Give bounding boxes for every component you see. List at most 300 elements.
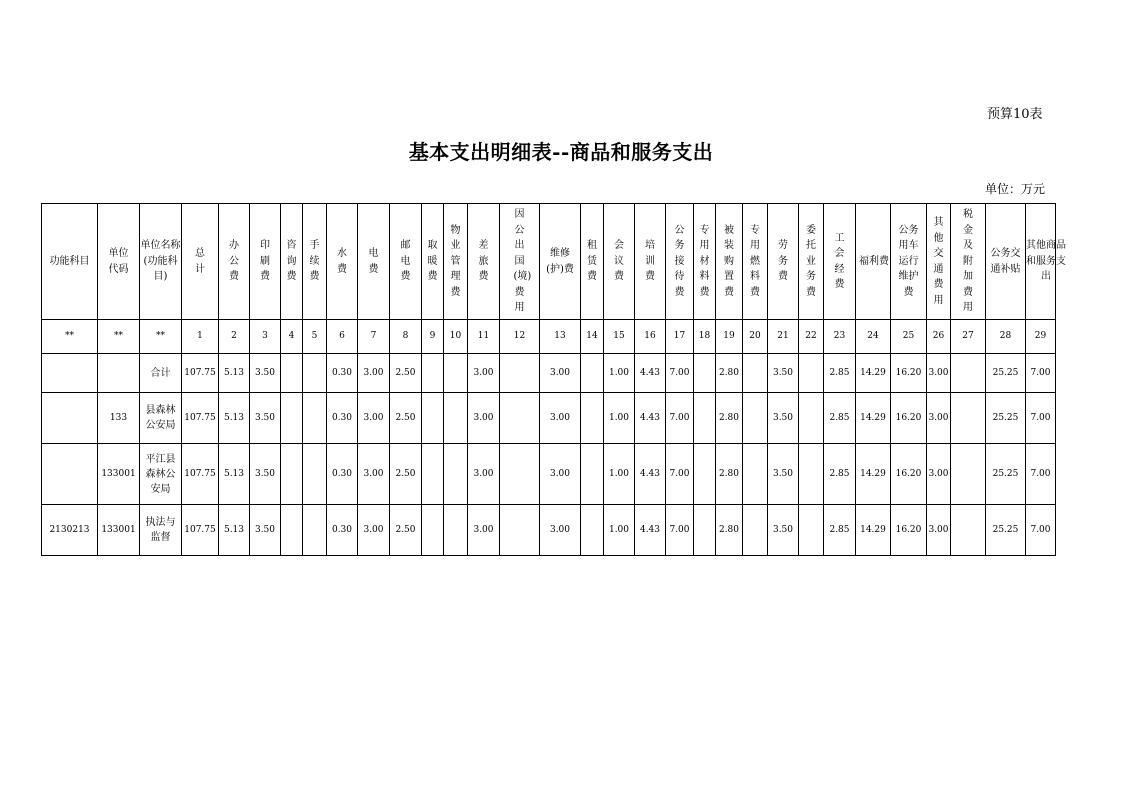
column-index xyxy=(768,320,799,354)
value-cell xyxy=(250,444,281,505)
value-cell xyxy=(891,505,927,556)
value-cell-text: 3.00 xyxy=(473,367,494,378)
value-cell xyxy=(927,393,951,444)
value-cell xyxy=(250,393,281,444)
unit-name-cell-text: 平江县森林公安局 xyxy=(145,453,176,495)
value-cell-text: 3.00 xyxy=(363,367,384,378)
value-cell xyxy=(250,354,281,393)
value-cell xyxy=(891,393,927,444)
column-header-text: 单位名称(功能科目) xyxy=(140,240,181,283)
column-header xyxy=(716,204,743,320)
unit-code-cell xyxy=(98,354,140,393)
value-cell xyxy=(635,505,666,556)
column-header-text: 公务接待费 xyxy=(674,224,685,298)
column-header xyxy=(182,204,219,320)
column-header-text: 租赁费 xyxy=(587,240,597,283)
value-cell xyxy=(986,505,1026,556)
column-header-text: 劳务费 xyxy=(778,240,788,283)
value-cell xyxy=(422,505,444,556)
value-cell xyxy=(327,393,358,444)
value-cell xyxy=(327,505,358,556)
column-header xyxy=(422,204,444,320)
column-header-text: 维修(护)费 xyxy=(546,248,574,275)
column-index-text: 28 xyxy=(999,331,1012,341)
value-cell xyxy=(824,354,856,393)
column-index-text: 16 xyxy=(644,331,656,341)
value-cell xyxy=(1026,444,1056,505)
column-header-text: 会议费 xyxy=(614,240,624,283)
value-cell-text: 107.75 xyxy=(184,412,216,423)
value-cell-text: 1.00 xyxy=(608,524,630,535)
column-index xyxy=(422,320,444,354)
value-cell xyxy=(219,444,250,505)
value-cell xyxy=(635,354,666,393)
column-index-text: 6 xyxy=(339,331,345,341)
value-cell xyxy=(182,393,219,444)
value-cell xyxy=(604,444,635,505)
column-index-text: 24 xyxy=(867,331,879,341)
column-header-text: 电费 xyxy=(368,248,379,275)
column-index xyxy=(219,320,250,354)
column-index xyxy=(581,320,604,354)
value-cell xyxy=(986,444,1026,505)
column-index-text: ** xyxy=(156,331,165,341)
column-index xyxy=(743,320,768,354)
column-index-text: 19 xyxy=(723,331,735,341)
column-index xyxy=(716,320,743,354)
column-index-text: 20 xyxy=(749,331,761,341)
value-cell-text: 0.30 xyxy=(331,412,353,423)
value-cell xyxy=(500,354,540,393)
column-index xyxy=(856,320,891,354)
func-code-cell-text: 2130213 xyxy=(49,524,90,535)
column-index-text: 2 xyxy=(231,331,237,341)
value-cell xyxy=(468,393,500,444)
value-cell-text: 3.50 xyxy=(772,367,794,378)
column-header-text: 总计 xyxy=(195,248,205,275)
column-header xyxy=(1026,204,1066,320)
value-cell xyxy=(390,393,422,444)
value-cell-text: 4.43 xyxy=(639,412,661,423)
form-number: 预算10表 xyxy=(987,107,1043,122)
value-cell xyxy=(951,354,986,393)
value-cell-text: 0.30 xyxy=(331,524,353,535)
value-cell-text: 25.25 xyxy=(992,524,1019,535)
value-cell xyxy=(716,505,743,556)
column-index-text: 18 xyxy=(698,331,711,341)
value-cell-text: 4.43 xyxy=(639,524,661,535)
column-index-text: 11 xyxy=(477,331,490,341)
value-cell-text: 3.00 xyxy=(928,367,949,378)
value-cell-text: 3.50 xyxy=(772,524,794,535)
value-cell-text: 1.00 xyxy=(608,412,630,423)
column-header-text: 功能科目 xyxy=(49,255,90,267)
column-index-text: 17 xyxy=(673,331,686,341)
unit-code-cell xyxy=(98,505,140,556)
value-cell-text: 4.43 xyxy=(639,468,661,479)
value-cell xyxy=(666,393,694,444)
value-cell-text: 2.85 xyxy=(829,412,850,423)
value-cell xyxy=(951,444,986,505)
value-cell xyxy=(358,354,390,393)
column-index xyxy=(468,320,500,354)
column-index xyxy=(799,320,824,354)
column-index xyxy=(444,320,468,354)
value-cell xyxy=(303,505,327,556)
unit-name-cell xyxy=(140,393,182,444)
column-header xyxy=(635,204,666,320)
column-index-text: 15 xyxy=(613,331,625,341)
column-index-text: 7 xyxy=(370,331,377,341)
column-index xyxy=(694,320,716,354)
column-header-text: 邮电费 xyxy=(400,240,411,283)
column-index xyxy=(42,320,98,354)
column-index xyxy=(358,320,390,354)
value-cell-text: 3.00 xyxy=(473,524,494,535)
column-header xyxy=(951,204,986,320)
value-cell xyxy=(799,444,824,505)
value-cell-text: 0.30 xyxy=(331,468,353,479)
column-header-text: 因公出国(境)费用 xyxy=(513,209,532,314)
column-header xyxy=(500,204,540,320)
column-index xyxy=(986,320,1026,354)
value-cell-text: 16.20 xyxy=(895,367,922,378)
column-header xyxy=(768,204,799,320)
column-header xyxy=(42,204,98,320)
column-index xyxy=(824,320,856,354)
value-cell xyxy=(1026,393,1056,444)
column-header xyxy=(743,204,768,320)
value-cell xyxy=(694,505,716,556)
value-cell-text: 3.00 xyxy=(473,468,494,479)
value-cell xyxy=(182,505,219,556)
value-cell-text: 3.00 xyxy=(549,367,571,378)
column-header xyxy=(303,204,327,320)
column-header xyxy=(140,204,182,320)
value-cell xyxy=(824,505,856,556)
value-cell xyxy=(390,505,422,556)
column-header xyxy=(327,204,358,320)
value-cell xyxy=(540,444,581,505)
value-cell xyxy=(856,505,891,556)
column-index-text: 8 xyxy=(402,331,409,341)
value-cell-text: 2.50 xyxy=(395,412,416,423)
value-cell xyxy=(927,444,951,505)
column-header xyxy=(986,204,1026,320)
value-cell-text: 2.85 xyxy=(829,367,850,378)
value-cell xyxy=(604,393,635,444)
value-cell-text: 5.13 xyxy=(223,367,245,378)
value-cell xyxy=(281,393,303,444)
value-cell xyxy=(281,505,303,556)
value-cell-text: 107.75 xyxy=(184,468,216,479)
value-cell-text: 3.00 xyxy=(928,524,949,535)
value-cell-text: 3.00 xyxy=(363,468,384,479)
value-cell xyxy=(768,354,799,393)
value-cell xyxy=(768,505,799,556)
value-cell xyxy=(219,505,250,556)
column-index xyxy=(140,320,182,354)
column-header-text: 专用材料费 xyxy=(699,224,710,298)
value-cell xyxy=(604,505,635,556)
value-cell xyxy=(743,393,768,444)
value-cell xyxy=(250,505,281,556)
column-index-text: 3 xyxy=(262,331,268,341)
value-cell xyxy=(327,444,358,505)
column-index xyxy=(891,320,927,354)
column-index xyxy=(390,320,422,354)
value-cell xyxy=(635,444,666,505)
column-header-text: 差旅费 xyxy=(478,240,489,283)
unit-name-cell xyxy=(140,444,182,505)
value-cell-text: 7.00 xyxy=(669,367,690,378)
value-cell xyxy=(799,354,824,393)
value-cell-text: 4.43 xyxy=(639,367,661,378)
value-cell-text: 107.75 xyxy=(184,524,216,535)
value-cell xyxy=(927,505,951,556)
value-cell xyxy=(1026,505,1056,556)
value-cell xyxy=(1026,354,1056,393)
value-cell xyxy=(444,354,468,393)
column-index-text: 9 xyxy=(429,331,436,341)
column-header-text: 委托业务费 xyxy=(806,224,816,298)
column-header xyxy=(98,204,140,320)
value-cell xyxy=(768,444,799,505)
unit-code-cell-text: 133 xyxy=(109,412,128,423)
value-cell xyxy=(716,393,743,444)
value-cell-text: 5.13 xyxy=(223,524,245,535)
column-header xyxy=(281,204,303,320)
column-index xyxy=(98,320,140,354)
column-index-text: ** xyxy=(114,331,123,341)
column-index xyxy=(927,320,951,354)
column-header-text: 公务用车运行维护费 xyxy=(898,224,919,298)
unit-label: 单位：万元 xyxy=(985,182,1046,196)
value-cell xyxy=(768,393,799,444)
value-cell xyxy=(468,444,500,505)
value-cell-text: 3.00 xyxy=(549,524,571,535)
value-cell xyxy=(182,444,219,505)
column-header-text: 培训费 xyxy=(645,240,655,283)
value-cell xyxy=(891,444,927,505)
column-header xyxy=(666,204,694,320)
column-header-text: 专用燃料费 xyxy=(750,224,760,298)
value-cell xyxy=(500,444,540,505)
value-cell-text: 3.50 xyxy=(254,367,276,378)
value-cell xyxy=(303,444,327,505)
column-index xyxy=(327,320,358,354)
page-title: 基本支出明细表--商品和服务支出 xyxy=(408,140,714,164)
value-cell xyxy=(891,354,927,393)
value-cell xyxy=(540,505,581,556)
value-cell-text: 3.50 xyxy=(254,524,276,535)
value-cell-text: 2.50 xyxy=(395,468,416,479)
value-cell-text: 2.80 xyxy=(718,412,740,423)
unit-name-cell xyxy=(140,354,182,393)
value-cell-text: 7.00 xyxy=(1030,468,1051,479)
index-row xyxy=(42,320,1056,354)
value-cell-text: 5.13 xyxy=(223,468,245,479)
column-header xyxy=(540,204,581,320)
func-code-cell xyxy=(42,444,98,505)
value-cell xyxy=(856,354,891,393)
column-index xyxy=(182,320,219,354)
column-header-text: 手续费 xyxy=(309,240,320,283)
unit-name-cell-text: 县森林公安局 xyxy=(145,405,176,431)
column-header-text: 工会经费 xyxy=(834,232,845,290)
column-index xyxy=(635,320,666,354)
value-cell-text: 3.00 xyxy=(473,412,494,423)
column-index-text: 22 xyxy=(805,331,817,341)
value-cell-text: 3.00 xyxy=(549,468,571,479)
value-cell xyxy=(743,354,768,393)
header-row xyxy=(42,204,1056,320)
value-cell xyxy=(799,393,824,444)
table-row xyxy=(42,393,1056,444)
value-cell-text: 3.00 xyxy=(928,412,949,423)
column-header-text: 办公费 xyxy=(229,240,239,283)
value-cell xyxy=(666,505,694,556)
unit-code-cell-text: 133001 xyxy=(101,524,136,535)
func-code-cell xyxy=(42,393,98,444)
value-cell-text: 2.80 xyxy=(718,468,740,479)
column-index-text: 13 xyxy=(554,331,566,341)
column-header-text: 税金及附加费用 xyxy=(963,209,973,314)
column-header-text: 印刷费 xyxy=(260,240,270,283)
value-cell-text: 7.00 xyxy=(1030,524,1051,535)
value-cell xyxy=(694,354,716,393)
column-header xyxy=(581,204,604,320)
value-cell-text: 3.00 xyxy=(363,412,384,423)
value-cell xyxy=(327,354,358,393)
value-cell-text: 14.29 xyxy=(860,412,886,423)
value-cell xyxy=(358,393,390,444)
table-row xyxy=(42,505,1056,556)
value-cell xyxy=(824,444,856,505)
column-header-text: 公务交通补贴 xyxy=(990,248,1021,275)
value-cell xyxy=(358,444,390,505)
column-header-text: 福利费 xyxy=(859,255,889,267)
value-cell xyxy=(694,393,716,444)
value-cell xyxy=(219,354,250,393)
column-header xyxy=(799,204,824,320)
value-cell xyxy=(468,505,500,556)
value-cell xyxy=(694,444,716,505)
value-cell-text: 14.29 xyxy=(860,524,886,535)
column-header-text: 单位代码 xyxy=(108,248,129,275)
column-index xyxy=(540,320,581,354)
value-cell xyxy=(422,354,444,393)
column-header xyxy=(390,204,422,320)
value-cell xyxy=(540,393,581,444)
value-cell xyxy=(358,505,390,556)
value-cell-text: 3.00 xyxy=(363,524,384,535)
value-cell-text: 7.00 xyxy=(669,524,690,535)
value-cell-text: 3.00 xyxy=(549,412,571,423)
value-cell xyxy=(303,354,327,393)
column-index xyxy=(1026,320,1056,354)
column-index xyxy=(250,320,281,354)
column-header xyxy=(444,204,468,320)
value-cell-text: 14.29 xyxy=(860,468,886,479)
value-cell-text: 16.20 xyxy=(895,524,922,535)
value-cell-text: 107.75 xyxy=(184,367,216,378)
column-index xyxy=(951,320,986,354)
value-cell-text: 7.00 xyxy=(1030,412,1051,423)
value-cell-text: 7.00 xyxy=(669,412,690,423)
column-index-text: 1 xyxy=(197,331,203,341)
column-index-text: 23 xyxy=(833,331,846,341)
value-cell-text: 14.29 xyxy=(860,367,886,378)
value-cell xyxy=(303,393,327,444)
unit-code-cell-text: 133001 xyxy=(101,468,136,479)
unit-name-cell xyxy=(140,505,182,556)
column-header xyxy=(604,204,635,320)
value-cell-text: 25.25 xyxy=(992,367,1019,378)
value-cell xyxy=(799,505,824,556)
column-index-text: 4 xyxy=(288,331,295,341)
value-cell-text: 25.25 xyxy=(992,468,1019,479)
value-cell-text: 3.50 xyxy=(254,468,276,479)
func-code-cell xyxy=(42,505,98,556)
value-cell xyxy=(856,393,891,444)
table-row xyxy=(42,354,1056,393)
column-header-text: 水费 xyxy=(337,248,347,275)
column-index-text: 12 xyxy=(513,331,526,341)
column-header xyxy=(927,204,951,320)
column-header-text: 咨询费 xyxy=(286,240,297,283)
column-index-text: 14 xyxy=(586,331,598,341)
table-row xyxy=(42,444,1056,505)
column-index-text: 26 xyxy=(932,331,945,341)
value-cell xyxy=(716,444,743,505)
expenditure-table xyxy=(41,203,1066,556)
value-cell-text: 3.50 xyxy=(772,412,794,423)
value-cell xyxy=(986,354,1026,393)
value-cell xyxy=(182,354,219,393)
column-index xyxy=(303,320,327,354)
value-cell xyxy=(716,354,743,393)
func-code-cell xyxy=(42,354,98,393)
column-index-text: 5 xyxy=(311,331,318,341)
column-header-text: 取暖费 xyxy=(427,240,438,283)
value-cell xyxy=(468,354,500,393)
value-cell-text: 16.20 xyxy=(895,468,922,479)
value-cell xyxy=(635,393,666,444)
value-cell xyxy=(422,444,444,505)
column-header-text: 其他交通费用 xyxy=(933,217,944,306)
value-cell xyxy=(540,354,581,393)
value-cell-text: 2.50 xyxy=(395,367,416,378)
value-cell xyxy=(743,505,768,556)
column-index-text: 29 xyxy=(1034,331,1047,341)
value-cell xyxy=(951,393,986,444)
value-cell-text: 2.80 xyxy=(718,367,740,378)
value-cell xyxy=(581,393,604,444)
column-header-text: 被装购置费 xyxy=(724,224,734,298)
value-cell xyxy=(390,354,422,393)
value-cell xyxy=(986,393,1026,444)
value-cell xyxy=(281,354,303,393)
column-index xyxy=(281,320,303,354)
value-cell-text: 0.30 xyxy=(331,367,353,378)
column-header xyxy=(468,204,500,320)
value-cell xyxy=(824,393,856,444)
value-cell xyxy=(422,393,444,444)
value-cell xyxy=(390,444,422,505)
value-cell xyxy=(666,444,694,505)
value-cell xyxy=(666,354,694,393)
